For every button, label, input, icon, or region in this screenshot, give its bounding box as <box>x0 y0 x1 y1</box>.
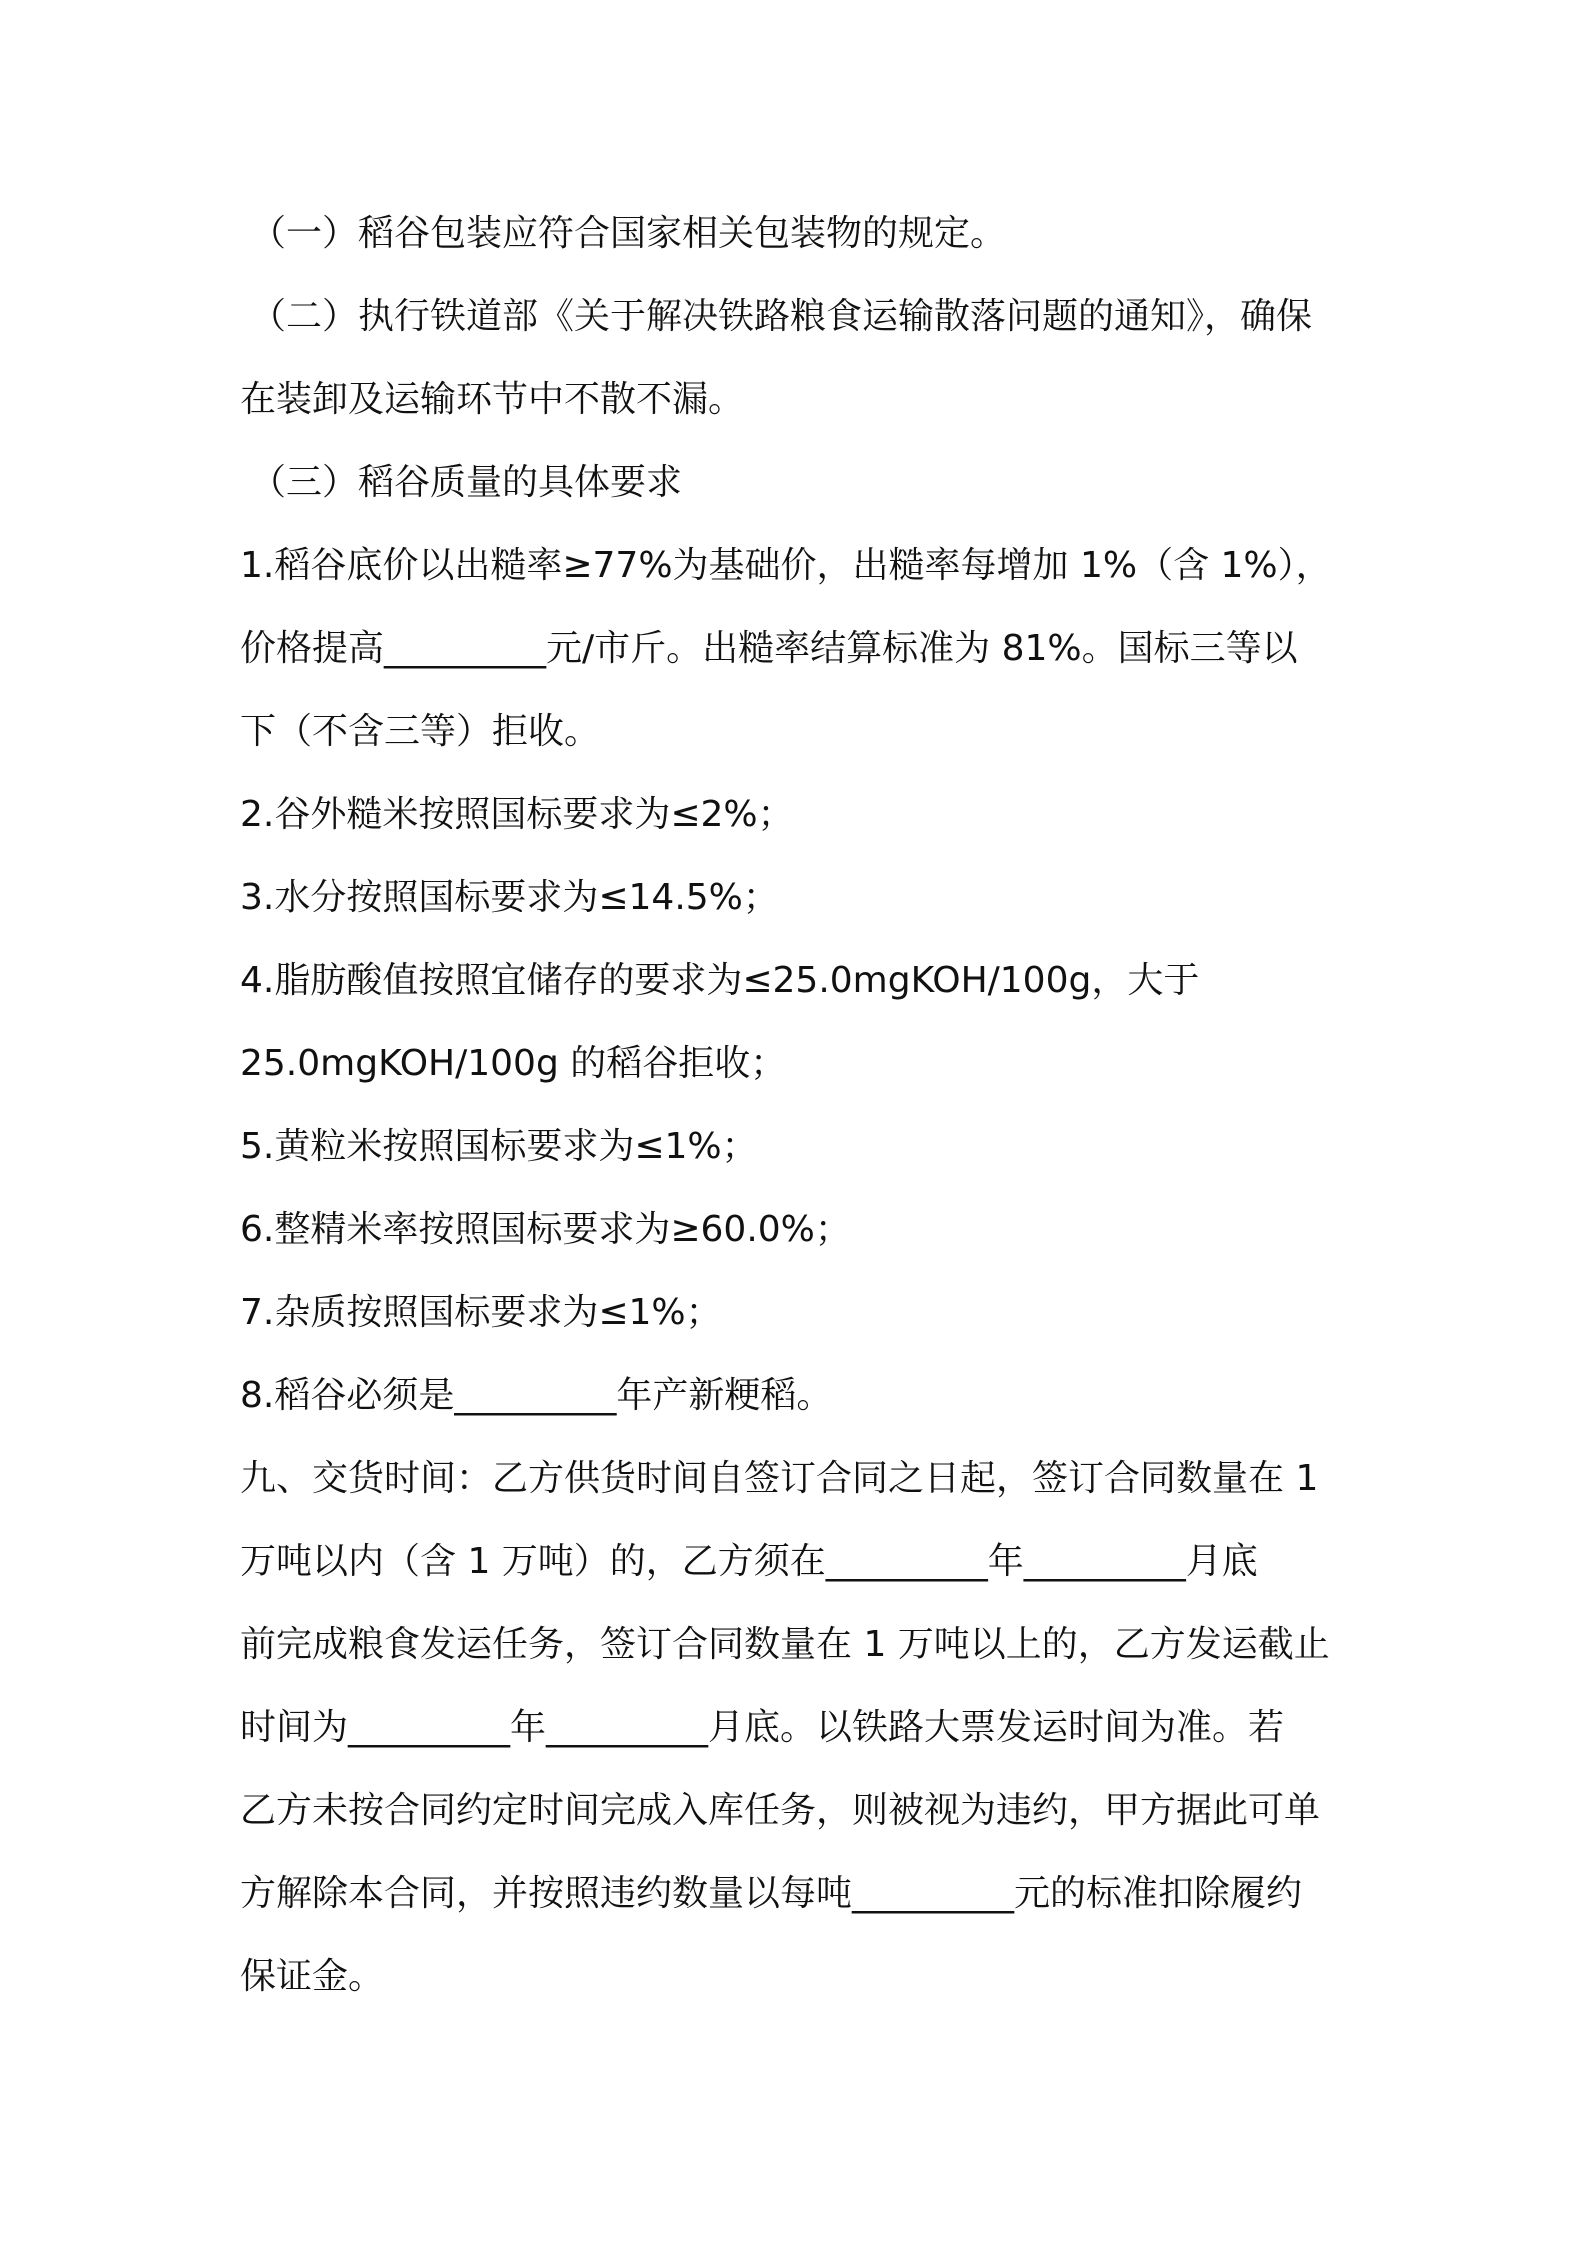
section-1-packaging: （一）稻谷包装应符合国家相关包装物的规定。 <box>250 213 1007 254</box>
section-9-line-4: 时间为_________年_________月底。以铁路大票发运时间为准。若 <box>240 1707 1285 1748</box>
section-9-line-7: 保证金。 <box>240 1956 385 1997</box>
quality-item-6: 6.整精米率按照国标要求为≥60.0%； <box>240 1209 851 1250</box>
document-body <box>240 192 1360 2018</box>
quality-item-5: 5.黄粒米按照国标要求为≤1%； <box>240 1126 758 1167</box>
quality-item-3: 3.水分按照国标要求为≤14.5%； <box>240 877 779 918</box>
quality-item-2: 2.谷外糙米按照国标要求为≤2%； <box>240 794 794 835</box>
quality-item-1-continued: 价格提高_________元/市斤。出糙率结算标准为 81%。国标三等以 <box>240 628 1298 669</box>
quality-item-1: 1.稻谷底价以出糙率≥77%为基础价，出糙率每增加 1%（含 1%）， <box>240 545 1332 586</box>
quality-item-4: 4.脂肪酸值按照宜储存的要求为≤25.0mgKOH/100g，大于 <box>240 960 1200 1001</box>
section-3-quality-heading: （三）稻谷质量的具体要求 <box>250 462 683 503</box>
section-2-railway-notice: （二）执行铁道部《关于解决铁路粮食运输散落问题的通知》，确保 <box>250 296 1313 337</box>
section-2-continued: 在装卸及运输环节中不散不漏。 <box>240 379 745 420</box>
section-9-line-5: 乙方未按合同约定时间完成入库任务，则被视为违约，甲方据此可单 <box>240 1790 1321 1831</box>
quality-item-4-continued: 25.0mgKOH/100g 的稻谷拒收； <box>240 1043 787 1084</box>
section-9-line-3: 前完成粮食发运任务，签订合同数量在 1 万吨以上的，乙方发运截止 <box>240 1624 1330 1665</box>
quality-item-8: 8.稻谷必须是_________年产新粳稻。 <box>240 1375 833 1416</box>
quality-item-1-end: 下（不含三等）拒收。 <box>240 711 601 752</box>
section-9-line-2: 万吨以内（含 1 万吨）的，乙方须在_________年_________月底 <box>240 1541 1258 1582</box>
section-9-line-6: 方解除本合同，并按照违约数量以每吨_________元的标准扣除履约 <box>240 1873 1303 1914</box>
section-9-delivery-time: 九、交货时间：乙方供货时间自签订合同之日起，签订合同数量在 1 <box>240 1458 1319 1499</box>
quality-item-7: 7.杂质按照国标要求为≤1%； <box>240 1292 722 1333</box>
